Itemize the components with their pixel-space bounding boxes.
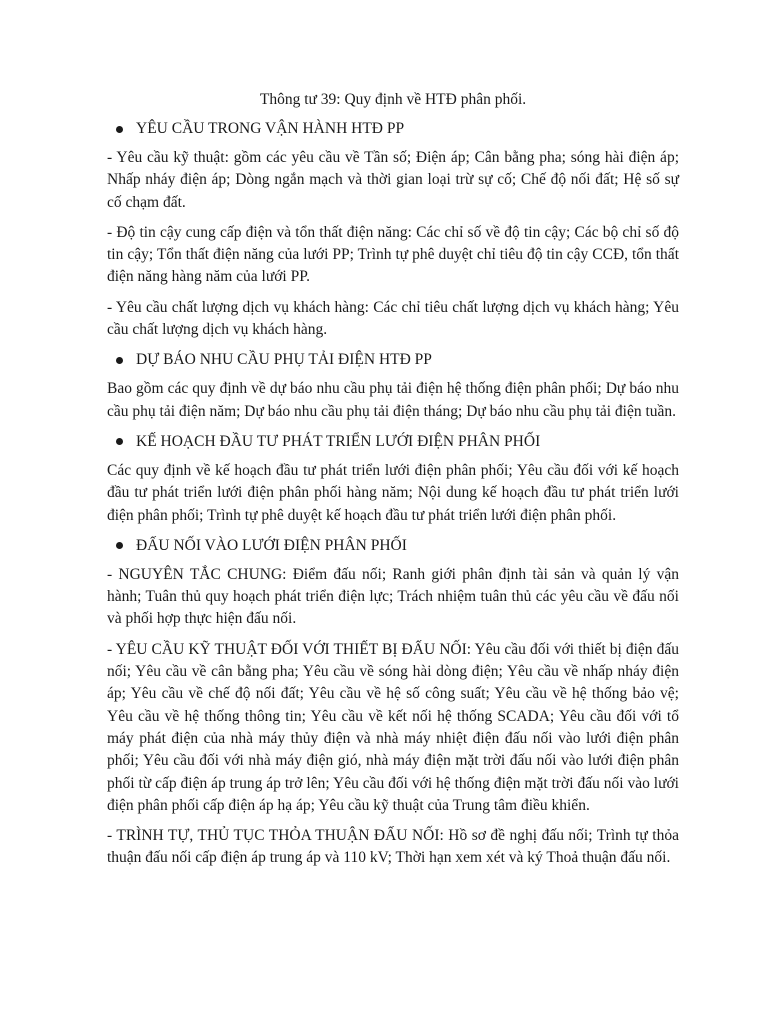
section-heading-du-bao	[107, 349, 679, 371]
section-heading-dau-noi	[107, 535, 679, 557]
bullet-icon	[116, 357, 123, 364]
bullet-icon	[116, 438, 123, 445]
section-heading-label: DỰ BÁO NHU CẦU PHỤ TẢI ĐIỆN HTĐ PP	[136, 351, 432, 369]
paragraph-do-tin-cay: - Độ tin cậy cung cấp điện và tổn thất điện năng: Các chỉ số về độ tin cậy; Các bộ chỉ số độ tin cậy; Tổn thất điện năng của lưới PP; Trình tự phê duyệt chỉ tiêu độ tin cậy CCĐ, tổn thất điện năng hàng năm của lưới PP.	[107, 223, 679, 286]
section-heading-label: YÊU CẦU TRONG VẬN HÀNH HTĐ PP	[136, 120, 405, 137]
section-heading-van-hanh	[107, 118, 679, 140]
bullet-icon	[116, 542, 123, 549]
paragraph-yeu-cau-thiet-bi: - YÊU CẦU KỸ THUẬT ĐỐI VỚI THIẾT BỊ ĐẤU NỐI: Yêu cầu đối với thiết bị điện đấu nối; Yêu cầu về cân bằng pha; Yêu cầu về sóng hài dòng điện; Yêu cầu về nhấp nháy điện áp; Yêu cầu về chế độ nối đất; Yêu cầu về hệ số công suất; Yêu cầu về hệ thống bảo vệ; Yêu cầu về hệ thống thông tin; Yêu cầu về kết nối hệ thống SCADA; Yêu cầu đối với tổ máy phát điện của nhà máy thủy điện và nhà máy nhiệt điện đấu nối vào lưới điện phân phối; Yêu cầu đối với nhà máy điện gió, nhà máy điện mặt trời đấu nối vào lưới điện phân phối từ cấp điện áp trung áp trở lên; Yêu cầu đối với hệ thống điện mặt trời đấu nối vào lưới điện phân phối cấp điện áp hạ áp; Yêu cầu kỹ thuật của Trung tâm điều khiển.	[107, 640, 679, 814]
section-heading-label: KẾ HOẠCH ĐẦU TƯ PHÁT TRIỂN LƯỚI ĐIỆN PHÂN PHỐI	[136, 432, 541, 450]
section-heading-ke-hoach	[107, 431, 679, 453]
document-title: Thông tư 39: Quy định về HTĐ phân phối.	[259, 91, 527, 108]
paragraph-trinh-tu-thu-tuc: - TRÌNH TỰ, THỦ TỤC THỎA THUẬN ĐẤU NỐI: Hồ sơ đề nghị đấu nối; Trình tự thỏa thuận đấu nối cấp điện áp trung áp và 110 kV; Thời hạn xem xét và ký Thoả thuận đấu nối.	[107, 827, 679, 867]
paragraph-yeu-cau-ky-thuat: - Yêu cầu kỹ thuật: gồm các yêu cầu về Tần số; Điện áp; Cân bằng pha; sóng hài điện áp; Nhấp nháy điện áp; Dòng ngắn mạch và thời gian loại trừ sự cố; Chế độ nối đất; Hệ số sự cố chạm đất.	[107, 149, 679, 211]
bullet-icon	[116, 126, 123, 133]
section-heading-label: ĐẤU NỐI VÀO LƯỚI ĐIỆN PHÂN PHỐI	[136, 536, 407, 554]
paragraph-nguyen-tac-chung: - NGUYÊN TẮC CHUNG: Điểm đấu nối; Ranh giới phân định tài sản và quản lý vận hành; Tuân thủ quy hoạch phát triển điện lực; Trách nhiệm tuân thủ các yêu cầu về đấu nối và phối hợp thực hiện đấu nối.	[107, 565, 679, 628]
paragraph-chat-luong-dich-vu: - Yêu cầu chất lượng dịch vụ khách hàng: Các chỉ tiêu chất lượng dịch vụ khách hàng; Yêu cầu chất lượng dịch vụ khách hàng.	[107, 298, 679, 339]
paragraph-ke-hoach: Các quy định về kế hoạch đầu tư phát triển lưới điện phân phối; Yêu cầu đối với kế hoạch đầu tư phát triển lưới điện phân phối hàng năm; Nội dung kế hoạch đầu tư phát triển lưới điện phân phối; Trình tự phê duyệt kế hoạch đầu tư phát triển lưới điện phân phối.	[107, 461, 679, 524]
paragraph-du-bao: Bao gồm các quy định về dự báo nhu cầu phụ tải điện hệ thống điện phân phối; Dự báo nhu cầu phụ tải điện năm; Dự báo nhu cầu phụ tải điện tháng; Dự báo nhu cầu phụ tải điện tuần.	[107, 380, 679, 420]
